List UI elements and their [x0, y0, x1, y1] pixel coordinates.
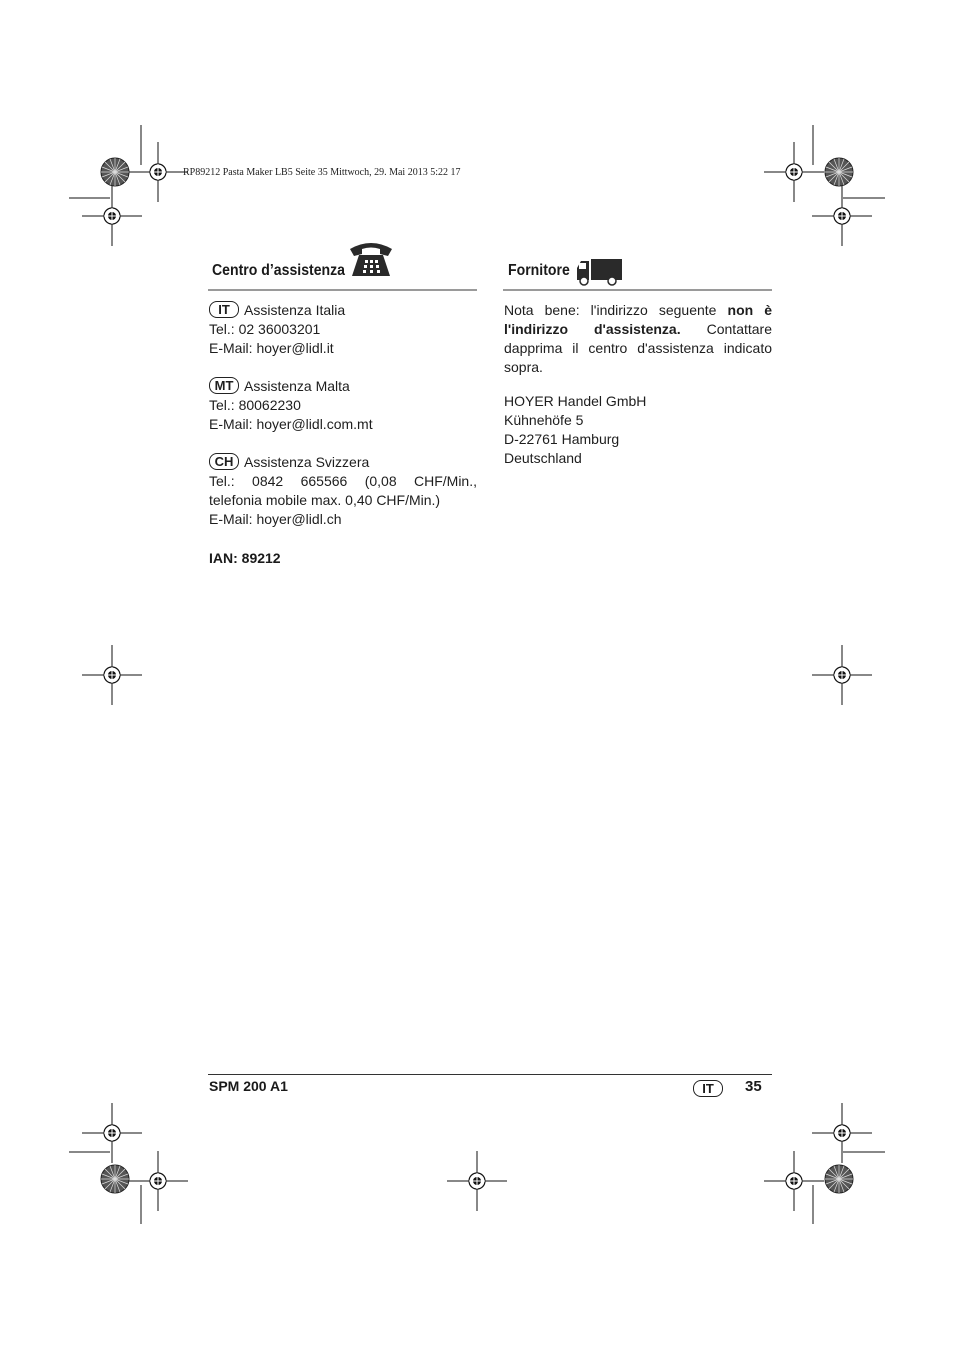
address-line: HOYER Handel GmbH	[504, 393, 647, 409]
country-badge-ch: CH	[209, 453, 239, 470]
truck-icon	[576, 258, 624, 286]
entry-title: Assistenza Malta	[244, 378, 350, 394]
assistance-list	[209, 301, 477, 529]
address-line: D-22761 Hamburg	[504, 431, 620, 447]
entry-italy	[209, 301, 477, 358]
supplier-note: Nota bene: l'indirizzo seguente non è l'indirizzo d'assistenza. Contattare dapprima il centro d'assistenza indicato sopra.	[504, 302, 772, 375]
print-slug-line: RP89212 Pasta Maker LB5 Seite 35 Mittwoch, 29. Mai 2013 5:22 17	[183, 167, 461, 178]
entry-email: E-Mail: hoyer@lidl.com.mt	[209, 416, 373, 432]
country-badge-mt: MT	[209, 377, 239, 394]
section-heading-assistance: Centro d’assistenza	[212, 262, 346, 279]
address-line: Deutschland	[504, 450, 582, 466]
entry-email: E-Mail: hoyer@lidl.it	[209, 340, 334, 356]
section-heading-supplier: Fornitore	[508, 262, 570, 279]
entry-phone: Tel.: 80062230	[209, 397, 301, 413]
section-rule-left	[208, 289, 477, 291]
entry-phone: Tel.: 02 36003201	[209, 321, 321, 337]
footer-language-badge: IT	[693, 1080, 723, 1097]
entry-title: Assistenza Italia	[244, 302, 346, 318]
telephone-icon	[347, 239, 395, 279]
note-emphasis: non è l'indirizzo d'assistenza.	[504, 302, 772, 337]
country-badge-it: IT	[209, 301, 239, 318]
entry-email: E-Mail: hoyer@lidl.ch	[209, 511, 342, 527]
supplier-address	[504, 392, 646, 468]
footer-model: SPM 200 A1	[209, 1078, 288, 1094]
section-rule-right	[503, 289, 772, 291]
entry-switzerland	[209, 453, 477, 529]
page-number: 35	[745, 1078, 762, 1095]
footer-rule	[208, 1074, 772, 1075]
entry-phone: Tel.: 0842 665566 (0,08 CHF/Min., telefonia mobile max. 0,40 CHF/Min.)	[209, 473, 477, 508]
entry-malta	[209, 377, 477, 434]
entry-title: Assistenza Svizzera	[244, 454, 370, 470]
address-line: Kühnehöfe 5	[504, 412, 584, 428]
ian-number: IAN: 89212	[209, 550, 281, 566]
